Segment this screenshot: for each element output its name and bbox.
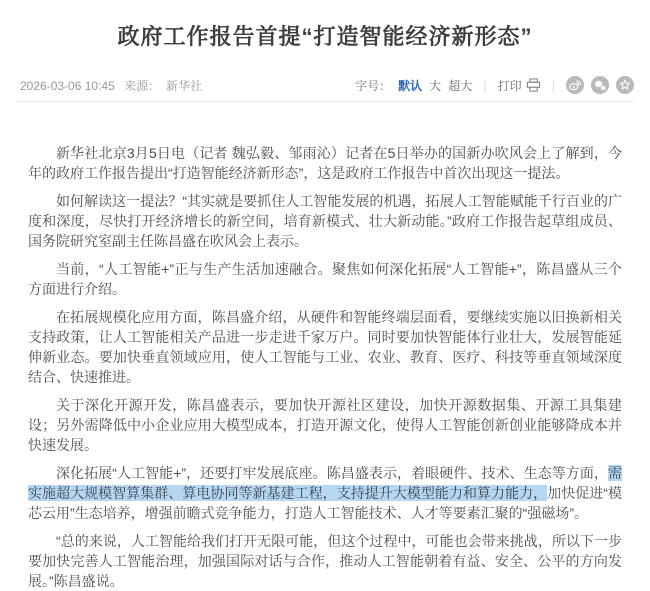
fontsize-label: 字号： (355, 78, 392, 93)
highlighted-text: 需实施超大规模智算集群、算电协同等新基建工程，支持提升大模型能力和算力能力， (28, 465, 622, 501)
page-title: 政府工作报告首提“打造智能经济新形态” (117, 24, 533, 49)
favorite-star-icon[interactable] (616, 76, 634, 94)
print-label: 打印 (497, 78, 522, 93)
weibo-share-icon[interactable] (566, 76, 584, 94)
printer-icon (526, 78, 541, 92)
toolbar-separator: | (483, 77, 487, 93)
fontsize-default-button[interactable]: 默认 (398, 78, 423, 93)
publish-date: 2026-03-06 10:45 (20, 78, 115, 93)
article-paragraph: 在拓展规模化应用方面，陈昌盛介绍，从硬件和智能终端层面看，要继续实施以旧换新相关支持政策，让人工智能相关产品进一步走进千家万户。同时要加快智能体行业壮大，发展智能延伸新业态。要加快垂直领域应用，使人工智能与工业、农业、教育、医疗、科技等垂直领域深度结合、快速推进。 (28, 309, 622, 385)
toolbar-separator: | (551, 77, 555, 93)
article-paragraph: 新华社北京3月5日电（记者 魏弘毅、邹雨沁）记者在5日举办的国新办吹风会上了解到，今年的政府工作报告提出“打造智能经济新形态”，这是政府工作报告中首次出现这一提法。 (28, 145, 622, 181)
wechat-share-icon[interactable] (591, 76, 609, 94)
article-paragraph: 当前，“人工智能+”正与生产生活加速融合。聚焦如何深化拓展“人工智能+”，陈昌盛从三个方面进行介绍。 (28, 261, 622, 297)
print-button[interactable] (498, 77, 541, 94)
toolbar (355, 76, 634, 94)
article-paragraph (28, 463, 622, 523)
article-body (0, 143, 650, 591)
source-name: 新华社 (166, 78, 203, 93)
fontsize-large-button[interactable]: 大 (429, 78, 442, 93)
paragraph-segment: 深化拓展“人工智能+”，还要打牢发展底座。陈昌盛表示，着眼硬件、技术、生态等方面， (56, 465, 608, 481)
meta-left (20, 77, 208, 94)
source-label: 来源： (124, 78, 161, 93)
header-divider (18, 101, 634, 102)
article-paragraph: “总的来说，人工智能给我们打开无限可能，但这个过程中，可能也会带来挑战，所以下一步要加快完善人工智能治理，加强国际对话与合作，推动人工智能朝着有益、安全、公平的方向发展。”陈昌盛说。 (28, 533, 622, 589)
fontsize-xlarge-button[interactable]: 超大 (448, 78, 473, 93)
article-paragraph: 如何解读这一提法？“其实就是要抓住人工智能发展的机遇，拓展人工智能赋能千行百业的广度和深度，尽快打开经济增长的新空间，培育新模式、壮大新动能。”政府工作报告起草组成员、国务院研究室副主任陈昌盛在吹风会上表示。 (28, 193, 622, 249)
paragraph-segment: 加快促进“模芯云用”生态培养，增强前瞻式竞争能力，打造人工智能技术、人才等要素汇聚的“强磁场”。 (28, 485, 622, 521)
meta-row (20, 76, 634, 94)
article-paragraph: 关于深化开源开发，陈昌盛表示，要加快开源社区建设，加快开源数据集、开源工具集建设；另外需降低中小企业应用大模型成本，打造开源文化，使得人工智能创新创业能够降成本并快速发展。 (28, 397, 622, 453)
